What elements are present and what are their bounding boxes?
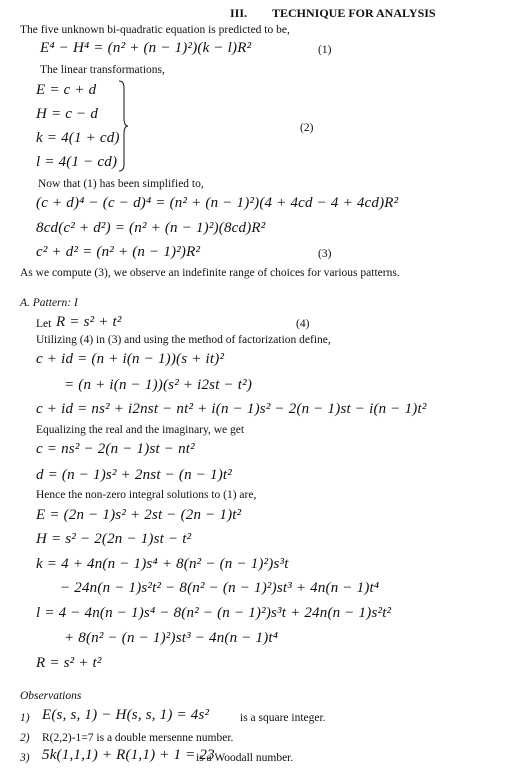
observations-title: Observations xyxy=(20,690,82,702)
compute-text: As we compute (3), we observe an indefinite range of choices for various patterns. xyxy=(20,267,400,279)
transform-e: E = c + d xyxy=(36,82,97,98)
observation-1-equation: E(s, s, 1) − H(s, s, 1) = 4s² xyxy=(42,707,210,723)
linear-intro-text: The linear transformations, xyxy=(40,64,165,76)
equation-3-number: (3) xyxy=(318,248,332,260)
section-title: TECHNIQUE FOR ANALYSIS xyxy=(272,6,436,20)
let-text: Let xyxy=(36,318,52,330)
solution-k-line-1: k = 4 + 4n(n − 1)s⁴ + 8(n² − (n − 1)²)s³t xyxy=(36,556,289,572)
observation-2-text: R(2,2)-1=7 is a double mersenne number. xyxy=(42,732,234,744)
let-equation: R = s² + t² xyxy=(56,314,122,330)
solution-h: H = s² − 2(2n − 1)st − t² xyxy=(36,531,192,547)
c-equation: c = ns² − 2(n − 1)st − nt² xyxy=(36,441,195,457)
solution-e: E = (2n − 1)s² + 2st − (2n − 1)t² xyxy=(36,507,242,523)
equation-4-number: (4) xyxy=(296,318,310,330)
observation-3-number: 3) xyxy=(20,752,30,764)
equation-1: E⁴ − H⁴ = (n² + (n − 1)²)(k − l)R² xyxy=(40,40,252,56)
observation-3-equation: 5k(1,1,1) + R(1,1) + 1 = 23 xyxy=(42,747,215,763)
simplified-intro-text: Now that (1) has been simplified to, xyxy=(38,178,204,190)
simplified-eq-2: 8cd(c² + d²) = (n² + (n − 1)²)(8cd)R² xyxy=(36,220,266,236)
intro-text: The five unknown bi-quadratic equation is predicted to be, xyxy=(20,24,290,36)
utilizing-text: Utilizing (4) in (3) and using the method of factorization define, xyxy=(36,334,331,346)
solution-k-line-2: − 24n(n − 1)s²t² − 8(n² − (n − 1)²)st³ + 4n(n − 1)t⁴ xyxy=(60,580,380,596)
transform-h: H = c − d xyxy=(36,106,99,122)
observation-2-number: 2) xyxy=(20,732,30,744)
equation-1-number: (1) xyxy=(318,44,332,56)
observation-1-text: is a square integer. xyxy=(240,712,326,724)
section-numeral: III. xyxy=(230,6,248,20)
solution-l-line-1: l = 4 − 4n(n − 1)s⁴ − 8(n² − (n − 1)²)s³t + 24n(n − 1)s²t² xyxy=(36,605,392,621)
solution-r: R = s² + t² xyxy=(36,655,102,671)
d-equation: d = (n − 1)s² + 2nst − (n − 1)t² xyxy=(36,467,232,483)
simplified-eq-3: c² + d² = (n² + (n − 1)²)R² xyxy=(36,244,201,260)
equalizing-text: Equalizing the real and the imaginary, we get xyxy=(36,424,245,436)
pattern-title: A. Pattern: I xyxy=(20,297,78,309)
transform-k: k = 4(1 + cd) xyxy=(36,130,120,146)
simplified-eq-1: (c + d)⁴ − (c − d)⁴ = (n² + (n − 1)²)(4 + 4cd − 4 + 4cd)R² xyxy=(36,195,399,211)
right-brace xyxy=(118,80,128,172)
equation-2-number: (2) xyxy=(300,122,314,134)
observation-3-text: is a Woodall number. xyxy=(196,752,294,764)
hence-text: Hence the non-zero integral solutions to (1) are, xyxy=(36,489,257,501)
solution-l-line-2: + 8(n² − (n − 1)²)st³ − 4n(n − 1)t⁴ xyxy=(64,630,279,646)
factor-eq-1: c + id = (n + i(n − 1))(s + it)² xyxy=(36,351,225,367)
factor-eq-3: c + id = ns² + i2nst − nt² + i(n − 1)s² − 2(n − 1)st − i(n − 1)t² xyxy=(36,401,427,417)
factor-eq-2: = (n + i(n − 1))(s² + i2st − t²) xyxy=(64,377,253,393)
transform-l: l = 4(1 − cd) xyxy=(36,154,118,170)
observation-1-number: 1) xyxy=(20,712,30,724)
